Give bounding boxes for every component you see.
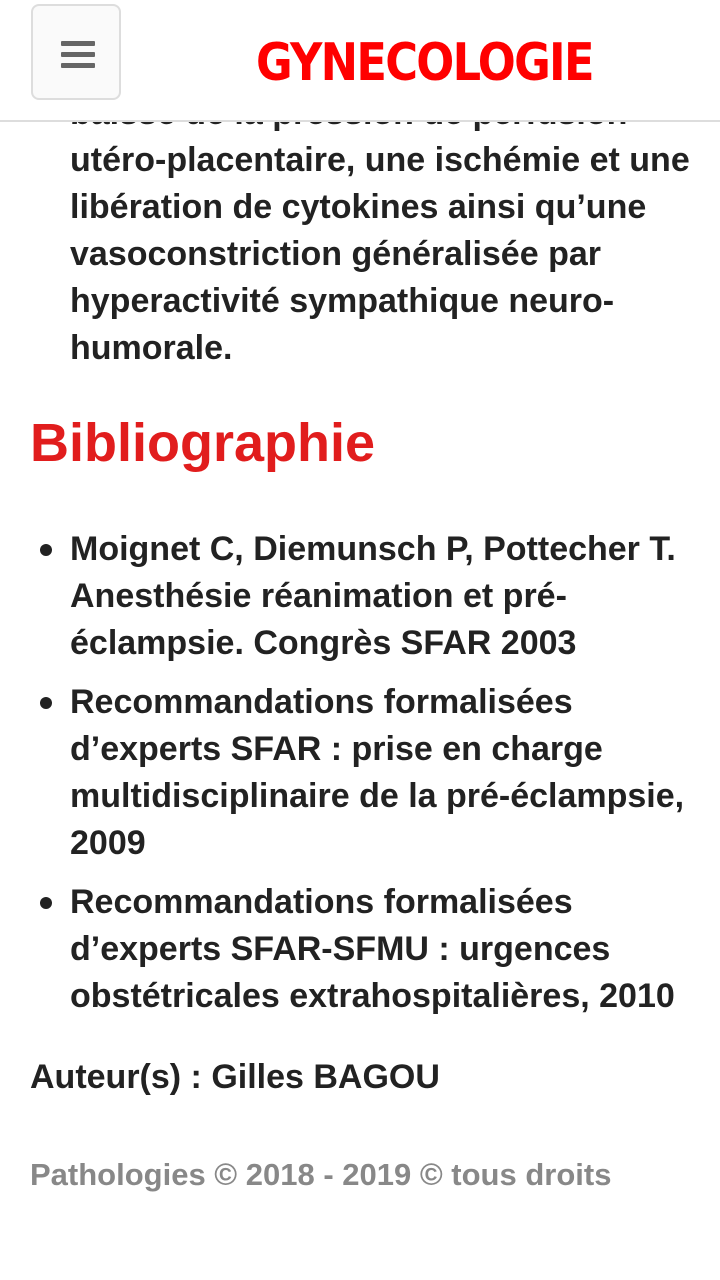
bibliography-item-text: Recommandations formalisées d’experts SFAR-SFMU : urgences obstétricales extrahospitalières, 2010: [70, 883, 675, 1015]
bibliography-list: [0, 526, 720, 1020]
hamburger-menu-icon-bar: [61, 52, 95, 57]
bibliography-item-text: Recommandations formalisées d’experts SFAR : prise en charge multidisciplinaire de la pré-éclampsie, 2009: [70, 683, 685, 862]
bibliography-item: [0, 879, 720, 1020]
bullet-icon: [40, 697, 52, 709]
bibliography-item-text: Moignet C, Diemunsch P, Pottecher T. Anesthésie réanimation et pré-éclampsie. Congrès SFAR 2003: [70, 530, 676, 662]
article-content: [0, 90, 720, 1198]
site-header: [0, 0, 720, 122]
bullet-icon: [40, 897, 52, 909]
site-logo[interactable]: GYNECOLOGIE: [256, 33, 593, 93]
bibliography-heading: Bibliographie: [30, 413, 376, 473]
footer-copyright: Pathologies © 2018 - 2019 © tous droits: [30, 1157, 612, 1192]
bullet-icon: [40, 544, 52, 556]
bibliography-item: [0, 679, 720, 867]
hamburger-menu-icon: [61, 41, 95, 46]
bibliography-item: [0, 526, 720, 667]
hamburger-menu-icon-bar: [61, 63, 95, 68]
author-line: Auteur(s) : Gilles BAGOU: [30, 1058, 440, 1096]
menu-button[interactable]: [31, 4, 121, 100]
article-paragraph: utéro-placentaire, une ischémie et une libération de cytokines ainsi qu’une vasoconstriction généralisée par hyperactivité sympathique neuro-humorale.: [70, 141, 690, 367]
